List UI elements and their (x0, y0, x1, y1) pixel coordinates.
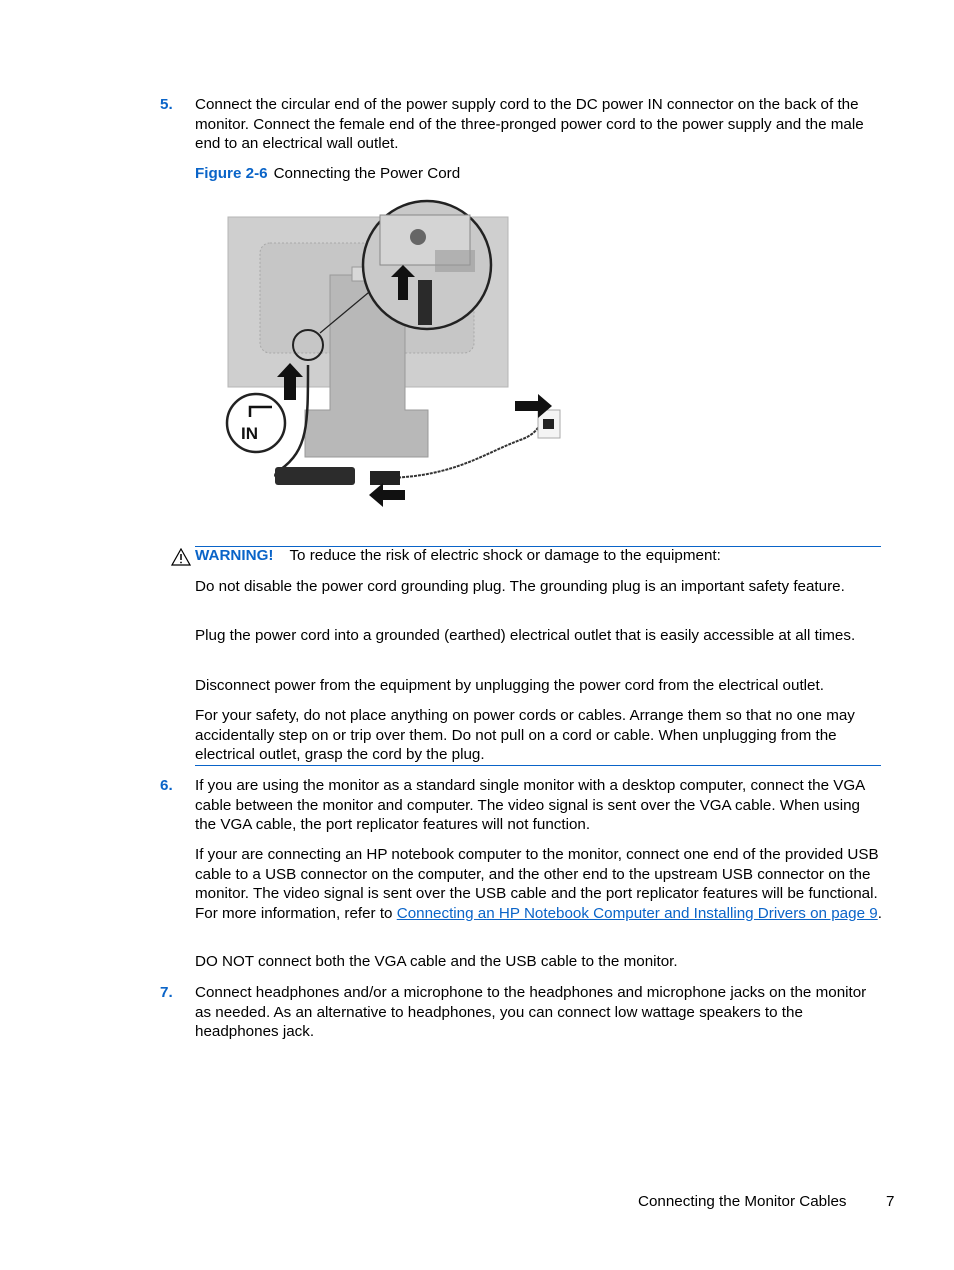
warning-triangle-icon (171, 548, 191, 566)
warning-item: For your safety, do not place anything on power cords or cables. Arrange them so that no one may accidentally step on or trip over them. Do not pull on a cord or cable. When unplugging from the electrical outlet, grasp the cord by the plug. (195, 707, 855, 763)
warning-intro: To reduce the risk of electric shock or damage to the equipment: (289, 547, 721, 564)
figure-label: Figure 2-6 (195, 165, 268, 182)
warning-heading (195, 546, 721, 566)
in-connector-callout (227, 394, 285, 452)
footer-section-title: Connecting the Monitor Cables (638, 1193, 847, 1210)
figure-caption (195, 164, 460, 184)
footer-page-number: 7 (886, 1193, 895, 1210)
step-number: 5. (160, 96, 173, 113)
step-5-text: Connect the circular end of the power supply cord to the DC power IN connector on the back of the monitor. Connect the female end of the three-pronged power cord to the power supply and the male end to an electrical wall outlet. (195, 96, 864, 152)
warning-item: Disconnect power from the equipment by unplugging the power cord from the electrical outlet. (195, 677, 824, 694)
step-6-usb-end: . (877, 904, 882, 922)
step-7-text: Connect headphones and/or a microphone to the headphones and microphone jacks on the monitor as needed. As an alternative to headphones, you can connect low wattage speakers to the headphones jack. (195, 984, 867, 1040)
step-6-usb-body: If your are connecting an HP notebook computer to the monitor, connect one end of the provided USB cable to a USB connector on the computer, and the other end to the upstream USB connector on the monitor. The video signal is sent over the USB cable and the port replicator features will be functional. For more information, refer to (195, 846, 879, 922)
power-cord-illustration (220, 195, 600, 515)
warning-item: Do not disable the power cord grounding plug. The grounding plug is an important safety feature. (195, 578, 845, 595)
figure-caption-text: Connecting the Power Cord (273, 165, 461, 182)
left-arrow (369, 483, 405, 507)
step-6-text: If you are using the monitor as a standard single monitor with a desktop computer, connect the VGA cable between the monitor and computer. The video signal is sent over the VGA cable. When using the VGA cable, the port replicator features will not function. (195, 777, 865, 833)
step-6-usb-text (195, 845, 885, 923)
warning-bottom-rule (195, 765, 881, 766)
in-label: IN (241, 424, 258, 443)
notebook-drivers-link[interactable]: Connecting an HP Notebook Computer and Installing Drivers on page 9 (396, 904, 878, 922)
warning-item: Plug the power cord into a grounded (earthed) electrical outlet that is easily accessible at all times. (195, 627, 856, 644)
step-number: 7. (160, 984, 173, 1001)
step-number: 6. (160, 777, 173, 794)
step-6-note: DO NOT connect both the VGA cable and the USB cable to the monitor. (195, 953, 678, 970)
power-supply-brick (275, 467, 355, 485)
warning-label: WARNING! (195, 547, 274, 564)
